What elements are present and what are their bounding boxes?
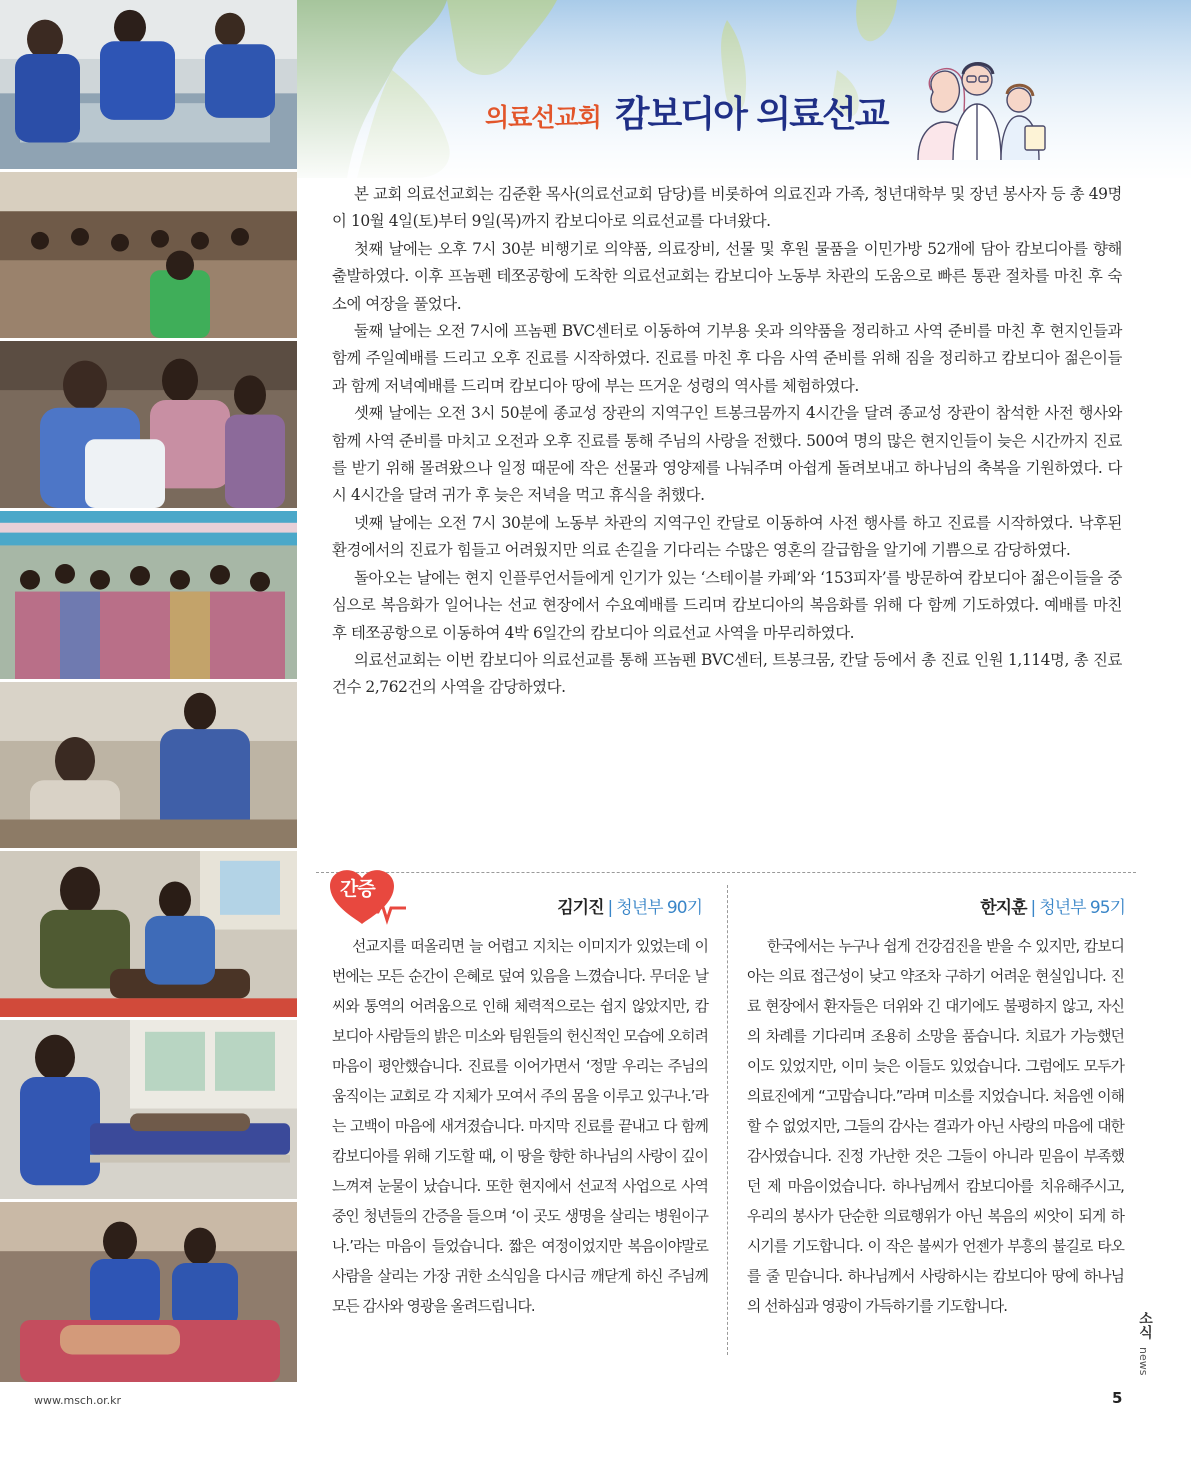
testimony-left-column: [332, 932, 708, 1322]
column-divider: [727, 885, 728, 1355]
doctors-illustration: [903, 52, 1051, 162]
author-right-separator: |: [1030, 898, 1036, 918]
author-right-name: 한지훈: [980, 898, 1027, 918]
author-right: [980, 893, 1125, 918]
article-paragraph-3: 둘째 날에는 오전 7시에 프놈펜 BVC센터로 이동하여 기부용 옷과 의약품을 정리하고 사역 준비를 마친 후 현지인들과 함께 주일예배를 드리고 오후 진료를 시작하였다. 진료를 마친 후 다음 사역 준비를 위해 짐을 정리하고 캄보디아 젊은이들과 함께 저녁예배를 드리며 캄보디아 땅에 부는 뜨거운 성령의 역사를 체험하였다.: [332, 322, 1122, 395]
photo-patient-on-bed: [0, 1020, 297, 1202]
section-tag: [1133, 1311, 1157, 1389]
author-left: [557, 893, 702, 918]
badge-label: 간증: [340, 878, 375, 900]
testimony-right-column: [747, 932, 1124, 1322]
section-tag-english: news: [1137, 1347, 1150, 1376]
footer-url[interactable]: www.msch.or.kr: [34, 1394, 122, 1407]
photo-elderly-women-receiving-gifts: [0, 341, 297, 511]
title-main: 캄보디아 의료선교: [614, 94, 888, 135]
testimony-badge: [326, 862, 408, 932]
author-left-separator: |: [607, 898, 613, 918]
author-left-group: 청년부 90기: [616, 898, 702, 918]
section-tag-korean: 소식: [1137, 1311, 1153, 1339]
article-paragraph-4: 셋째 날에는 오전 3시 50분에 종교성 장관의 지역구인 트봉크뭄까지 4시간을 달려 종교성 장관이 참석한 사전 행사와 함께 사역 준비를 마치고 오전과 오후 진료를 통해 주님의 사랑을 전했다. 500여 명의 많은 현지인들이 늦은 시간까지 진료를 받기 위해 몰려왔으나 일정 때문에 작은 선물과 영양제를 나눠주며 아쉽게 돌려보내고 하나님의 축복을 기원하였다. 다시 4시간을 달려 귀가 후 늦은 저녁을 먹고 휴식을 취했다.: [332, 404, 1122, 505]
author-right-group: 청년부 95기: [1039, 898, 1125, 918]
article-body: [332, 181, 1122, 702]
photo-villagers-line-up: [0, 511, 297, 682]
section-divider: [316, 872, 1136, 873]
photo-column: [0, 0, 297, 1385]
testimony-right-text: 한국에서는 누구나 쉽게 건강검진을 받을 수 있지만, 캄보디아는 의료 접근성이 낮고 약조차 구하기 어려운 현실입니다. 진료 현장에서 환자들은 더위와 긴 대기에도 불평하지 않고, 자신의 차례를 기다리며 조용히 소망을 품습니다. 치료가 가능했던 이도 있었지만, 이미 늦은 이들도 있었습니다. 그럼에도 모두가 의료진에게 “고맙습니다.”라며 미소를 지었습니다. 처음엔 이해할 수 없었지만, 그들의 감사는 결과가 아닌 사랑의 마음에 대한 감사였습니다. 진정 가난한 것은 그들이 아니라 믿음이 부족했던 제 마음이었습니다. 하나님께서 캄보디아를 치유해주시고, 우리의 봉사가 단순한 의료행위가 아닌 복음의 씨앗이 되게 하시기를 기도합니다. 이 작은 불씨가 언젠가 부흥의 불길로 타오를 줄 믿습니다. 하나님께서 사랑하시는 캄보디아 땅에 하나님의 선하심과 영광이 가득하기를 기도합니다.: [747, 938, 1124, 1315]
photo-volunteers-sorting-medicine: [0, 0, 297, 172]
testimony-left-text: 선교지를 떠올리면 늘 어렵고 지치는 이미지가 있었는데 이번에는 모든 순간이 은혜로 덮여 있음을 느꼈습니다. 무더운 날씨와 통역의 어려움으로 인해 체력적으로는 쉽지 않았지만, 캄보디아 사람들의 밝은 미소와 팀원들의 헌신적인 모습에 오히려 마음이 평안했습니다. 진료를 이어가면서 ‘정말 우리는 주님의 움직이는 교회로 각 지체가 모여서 주의 몸을 이루고 있구나.’라는 고백이 마음에 새겨졌습니다. 마지막 진료를 끝내고 다 함께 캄보디아를 위해 기도할 때, 이 땅을 향한 하나님의 사랑이 깊이 느껴져 눈물이 났습니다. 또한 현지에서 선교적 사업으로 사역 중인 청년들의 간증을 들으며 ‘이 곳도 생명을 살리는 병원이구나.’라는 마음이 들었습니다. 짧은 여정이었지만 복음이야말로 사람을 살리는 가장 귀한 소식임을 다시금 깨닫게 하신 주님께 모든 감사와 영광을 올려드립니다.: [332, 938, 708, 1315]
author-left-name: 김기진: [557, 898, 604, 918]
article-paragraph-7: 의료선교회는 이번 캄보디아 의료선교를 통해 프놈펜 BVC센터, 트봉크뭄, 칸달 등에서 총 진료 인원 1,114명, 총 진료 건수 2,762건의 사역을 감당하였다.: [332, 650, 1122, 697]
header-map-banner: [297, 0, 1191, 178]
photo-crowd-waiting-hall: [0, 172, 297, 341]
article-paragraph-2: 첫째 날에는 오후 7시 30분 비행기로 의약품, 의료장비, 선물 및 후원 물품을 이민가방 52개에 담아 캄보디아를 향해 출발하였다. 이후 프놈펜 테쪼공항에 도착한 의료선교회는 캄보디아 노동부 차관의 도움으로 빠른 통관 절차를 마친 후 숙소에 여장을 풀었다.: [332, 239, 1122, 313]
photo-leg-examination: [0, 851, 297, 1020]
page-number: 5: [1112, 1389, 1123, 1407]
title-category: 의료선교회: [485, 103, 601, 132]
page-title: [485, 86, 888, 137]
photo-elderly-patient-treatment: [0, 682, 297, 851]
article-paragraph-5: 넷째 날에는 오전 7시 30분에 노동부 차관의 지역구인 칸달로 이동하여 사전 행사를 하고 진료를 시작하였다. 낙후된 환경에서의 진료가 힘들고 어려웠지만 의료 손길을 기다리는 수많은 영혼의 갈급함을 알기에 기쁨으로 감당하였다.: [332, 513, 1122, 560]
article-paragraph-1: 본 교회 의료선교회는 김준환 목사(의료선교회 담당)를 비롯하여 의료진과 가족, 청년대학부 및 장년 봉사자 등 총 49명이 10월 4일(토)부터 9일(목)까지 캄보디아로 의료선교를 다녀왔다.: [332, 185, 1122, 231]
photo-child-patient-care: [0, 1202, 297, 1385]
article-paragraph-6: 돌아오는 날에는 현지 인플루언서들에게 인기가 있는 ‘스테이블 카페’와 ‘153피자’를 방문하여 캄보디아 젊은이들을 중심으로 복음화가 일어나는 선교 현장에서 수요예배를 드리며 캄보디아의 복음화를 위해 다 함께 기도하였다. 예배를 마친 후 테쪼공항으로 이동하여 4박 6일간의 캄보디아 의료선교 사역을 마무리하였다.: [332, 568, 1122, 642]
